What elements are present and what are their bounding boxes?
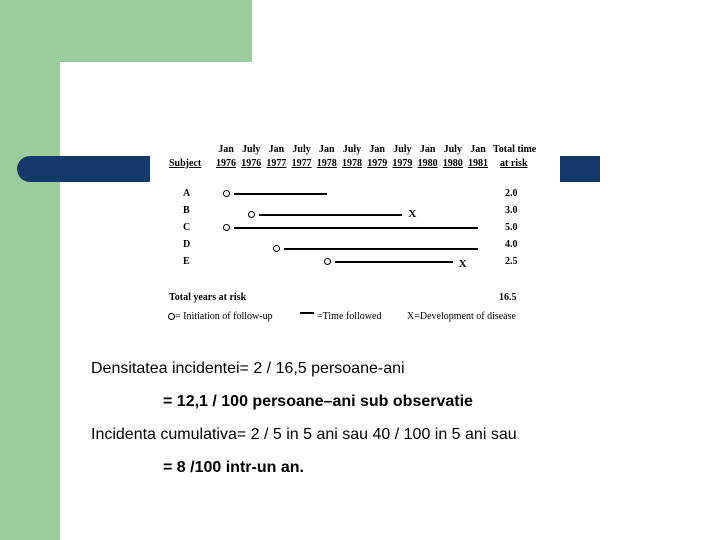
column-header-month: Jan (419, 144, 436, 155)
column-header-year: 1978 (342, 158, 362, 169)
legend-development: X=Development of disease (407, 311, 516, 322)
subject-label: A (183, 188, 191, 199)
column-header-month: Jan (319, 144, 335, 155)
total-time-value: 2.5 (505, 256, 518, 267)
subject-label: C (183, 222, 191, 233)
density-line: Densitatea incidentei= 2 / 16,5 persoane-ani (91, 360, 405, 377)
subject-header: Subject (169, 158, 202, 169)
start-circle-icon (273, 245, 280, 252)
total-time-value: 2.0 (505, 188, 518, 199)
follow-up-diagram (150, 136, 560, 330)
column-header-year: 1976 (241, 158, 262, 169)
green-left-band (0, 0, 60, 540)
column-header-month: July (443, 144, 462, 155)
column-header-year: 1979 (392, 158, 413, 169)
column-header-year: 1977 (266, 158, 287, 169)
total-time-value: 3.0 (505, 205, 518, 216)
cumulative-line: Incidenta cumulativa= 2 / 5 in 5 ani sau 40 / 100 in 5 ani sau (91, 426, 517, 443)
disease-x-mark: X (458, 258, 467, 270)
cumulative-result-line: = 8 /100 intr-un an. (163, 459, 304, 476)
column-header-month: Jan (268, 144, 285, 155)
start-circle-icon (324, 258, 331, 265)
column-header-month: July (292, 144, 311, 155)
density-result-line: = 12,1 / 100 persoane–ani sub observatie (163, 393, 473, 410)
column-header-month: Jan (369, 144, 385, 155)
at-risk-header: at risk (500, 158, 528, 169)
column-header-month: July (242, 144, 261, 155)
start-circle-icon (223, 224, 230, 231)
column-header-year: 1977 (291, 158, 312, 169)
disease-x-mark: X (408, 208, 417, 220)
column-header-month: July (393, 144, 412, 155)
follow-up-line (335, 261, 453, 263)
column-header-year: 1980 (442, 158, 463, 169)
legend-time-followed: =Time followed (317, 311, 382, 322)
subject-label: B (183, 205, 190, 216)
follow-up-line (259, 214, 402, 216)
legend-line-icon (300, 312, 314, 314)
column-header-year: 1978 (316, 158, 337, 169)
follow-up-line (284, 248, 478, 250)
start-circle-icon (248, 211, 255, 218)
start-circle-icon (223, 190, 230, 197)
column-header-year: 1979 (367, 158, 388, 169)
follow-up-line (234, 227, 478, 229)
total-years-value: 16.5 (499, 292, 517, 303)
subject-label: D (183, 239, 191, 250)
legend-initiation: = Initiation of follow-up (175, 311, 273, 322)
column-header-month: July (342, 144, 362, 155)
column-header-year: 1980 (417, 158, 438, 169)
total-time-header: Total time (493, 144, 537, 155)
column-header-year: 1981 (468, 158, 488, 169)
column-header-year: 1976 (216, 158, 236, 169)
legend-circle-icon (168, 313, 175, 320)
subject-label: E (183, 256, 190, 267)
total-time-value: 5.0 (505, 222, 518, 233)
total-years-label: Total years at risk (169, 292, 247, 303)
follow-up-line (234, 193, 327, 195)
column-header-month: Jan (470, 144, 486, 155)
column-header-month: Jan (218, 144, 234, 155)
total-time-value: 4.0 (505, 239, 518, 250)
